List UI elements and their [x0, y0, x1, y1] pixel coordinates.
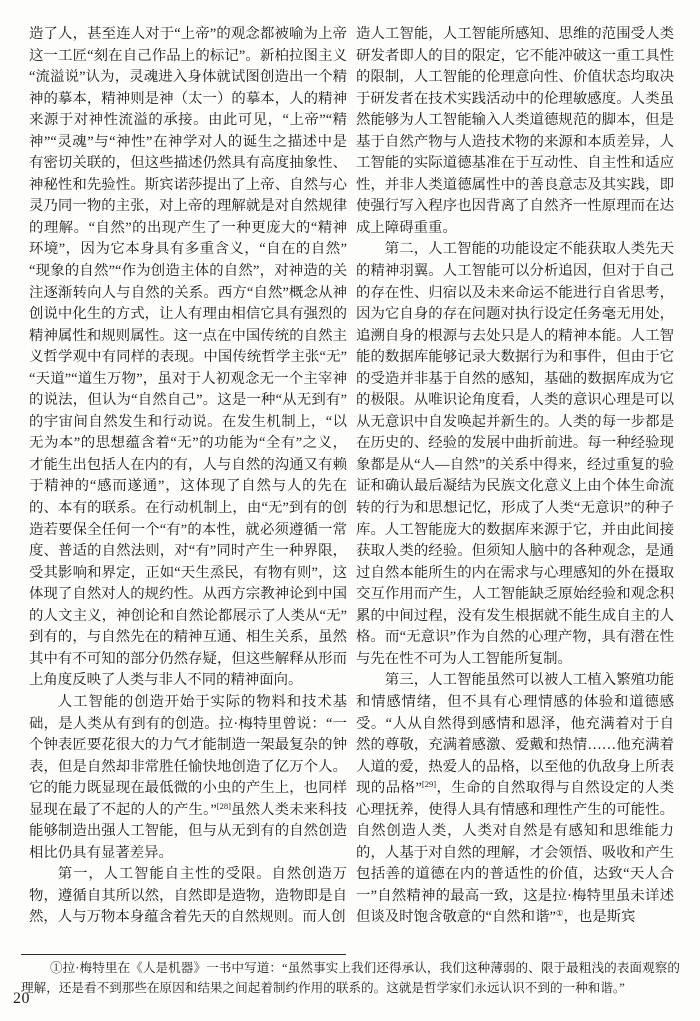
paragraph: 第二，人工智能的功能设定不能获取人类先天的精神羽翼。人工智能可以分析追因，但对于自己的存在性、归宿以及未来命运不能进行自省思考，因为它自身的存在问题对执行设定任务毫无用处，追溯自身的根源与去处只是人的精神本能。人工智能的数据库能够记录大数据行为和事件，但由于它的受造并非基于自然的感知，基础的数据库成为它的极限。从唯识论角度看，人类的意识心理是可以从无意识中自发唤起并新生的。人类的每一步都是在历史的、经验的发展中曲折前进。每一种经验现象都是从“人—自然”的关系中得来，经过重复的验证和确认最后凝结为民族文化意义上由个体生命流转的行为和思想记忆，形成了人类“无意识”的种子库。人工智能庞大的数据库来源于它，并由此间接获取人类的经验。但须知人脑中的各种观念，是通过自然本能所生的内在需求与心理感知的外在摄取交互作用而产生，人工智能缺乏原始经验和观念积累的中间过程，没有发生根据就不能生成自主的人格。而“无意识”作为自然的心理产物，具有潜在性与先在性不可为人工智能所复制。	[356, 241, 674, 667]
citation-ref: ①	[555, 908, 564, 919]
citation-ref: [29]	[421, 779, 437, 790]
paragraph: 人工智能的创造开始于实际的物料和技术基础，是人类从有到有的创造。拉·梅特里曾说：“一个钟表匠要花很大的力气才能制造一架最复杂的钟表，但是自然却非常胜任愉快地创造了亿万个人。它的能力既显现在最低微的小虫的产生上，也同样显现在最了不起的人的产生。”[28]虽然人类未来科技能够制造出强人工智能，但与从无到有的自然创造相比仍具有显著差异。	[29, 693, 347, 861]
footnote-divider	[21, 954, 346, 955]
footnote-text: ①拉·梅特里在《人是机器》一书中写道：“虽然事实上我们还得承认，我们这种薄弱的、限于最粗浅的表面观察的理解，还是看不到那些在原因和结果之间起着制约作用的联系的。这就是哲学家们永远认识不到的一种和谐。”	[21, 961, 680, 995]
paragraph: 第一，人工智能自主性的受限。自然创造万物，遵循自其所以然，自然即是造物，造物即是自然，人与万物本身蕴含着先天的自然规则。而人创	[29, 866, 347, 926]
citation-ref: [28]	[216, 800, 231, 811]
paragraph: 造人工智能，人工智能所感知、思维的范围受人类研发者即人的目的限定，它不能冲破这一重工具性的限制，人工智能的伦理意向性、价值状态均取决于研发者在技术实践活动中的伦理敏感度。人类虽然能够为人工智能输入人类道德规范的脚本，但是基于自然产物与人造技术物的来源和本质差异，人工智能的实际道德基准在于互动性、自主性和适应性，并非人类道德属性中的善良意志及其实践，即使强行写入程序也因背离了自然齐一性原理而在达成上障碍重重。	[356, 26, 674, 236]
paragraph: 造了人，甚至连人对于“上帝”的观念都被喻为上帝这一工匠“刻在自己作品上的标记”。新柏拉图主义“流溢说”认为，灵魂进入身体就试图创造出一个精神的摹本，精神则是神（太一）的摹本，人的精神来源于对神性流溢的承接。由此可见，“上帝”“精神”“灵魂”与“神性”在神学对人的诞生之描述中是有密切关联的，但这些描述仍然具有高度抽象性、神秘性和先验性。斯宾诺莎提出了上帝、自然与心灵乃同一物的主张，对上帝的理解就是对自然规律的理解。“自然”的出现产生了一种更庞大的“精神环境”，因为它本身具有多重含义，“自在的自然”“现象的自然”“作为创造主体的自然”，对神造的关注逐渐转向人与自然的关系。西方“自然”概念从神创说中化生的方式，让人有理由相信它具有强烈的精神属性和规则属性。这一点在中国传统的自然主义哲学观中有同样的表现。中国传统哲学主张“无”“天道”“道生万物”，虽对于人初观念无一个主宰神的说法，但认为“自然自己”。这是一种“从无到有”的宇宙间自然发生和行动说。在发生机制上，“以无为本”的思想蕴含着“无”的功能为“全有”之义，才能生出包括人在内的有，人与自然的沟通又有赖于精神的“感而遂通”，这体现了自然与人的先在的、本有的联系。在行动机制上，由“无”到有的创造若要保全任何一个“有”的本性，就必须遵循一常度、普适的自然法则，对“有”同时产生一种界限，受其影响和界定，正如“天生烝民，有物有则”，这体现了自然对人的规约性。从西方宗教神论到中国的人文主义，神创论和自然论都展示了人类从“无”到有的，与自然先在的精神互通、相生关系，虽然其中有不可知的部分仍然存疑，但这些解释从形而上角度反映了人类与非人不同的精神面向。	[29, 26, 347, 689]
page-number: 20	[13, 990, 30, 1007]
left-column	[29, 24, 347, 929]
right-column	[356, 24, 674, 929]
paragraph: 第三，人工智能虽然可以被人工植入繁殖功能和情感情绪，但不具有心理情感的体验和道德感受。“人从自然得到感情和恩泽，他充满着对于自然的尊敬，充满着感激、爱戴和热情……他充满着人道的爱，热爱人的品格，以至他的仇敌身上所表现的品格”[29]，生命的自然取得与自然设定的人类心理抚养，使得人具有情感和理性产生的可能性。自然创造人类，人类对自然是有感知和思维能力的，人基于对自然的理解，才会领悟、吸收和产生包括善的道德在内的普适性的价值，达致“天人合一”自然精神的最高一致，这是拉·梅特里虽未详述但谈及时饱含敬意的“自然和谐”①，也是斯宾	[356, 672, 674, 926]
